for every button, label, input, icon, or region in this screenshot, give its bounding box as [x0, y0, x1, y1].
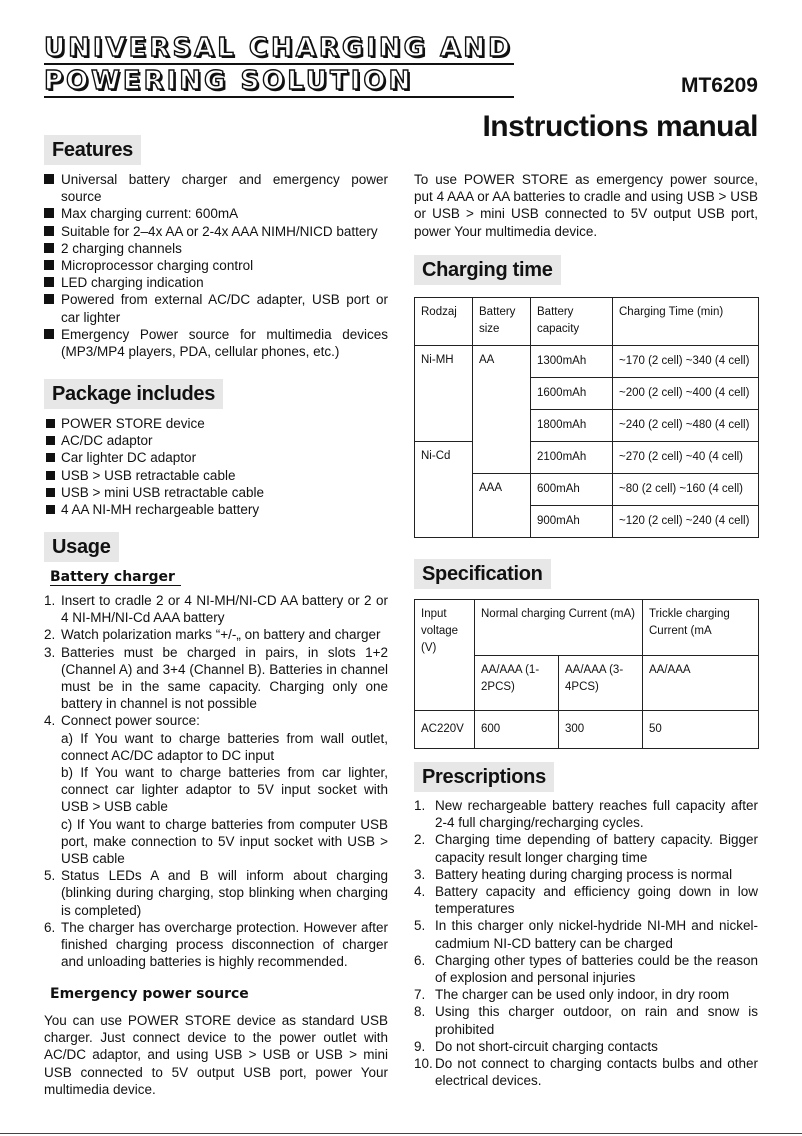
list-text: Watch polarization marks “+/-„ on battery and charger: [61, 627, 381, 643]
list-item: [414, 883, 758, 917]
list-item: Car lighter DC adaptor: [44, 449, 388, 466]
list-item: [414, 1038, 758, 1055]
current-cell: 50: [643, 711, 759, 749]
table-header-cell: Battery capacity: [531, 298, 613, 346]
charging-time-heading: Charging time: [414, 255, 561, 285]
list-number: 3.: [44, 644, 56, 660]
list-number: 3.: [414, 866, 426, 882]
usage-heading: Usage: [44, 532, 119, 562]
list-item: USB > USB retractable cable: [44, 467, 388, 484]
list-item: Microprocessor charging control: [44, 257, 388, 274]
list-item: [414, 797, 758, 831]
list-item: [44, 592, 388, 626]
capacity-cell: 2100mAh: [531, 442, 613, 474]
emergency-intro-text: To use POWER STORE as emergency power source, put 4 AAA or AA batteries to cradle and using USB > USB or USB > mini USB connected to 5V output USB port, power Your multimedia device.: [414, 172, 758, 239]
list-item: Max charging current: 600mA: [44, 205, 388, 222]
prescriptions-list: [414, 797, 758, 1089]
list-item: Powered from external AC/DC adapter, USB port or car lighter: [44, 291, 388, 325]
battery-size-cell: AA: [473, 346, 531, 474]
list-item: 2 charging channels: [44, 240, 388, 257]
battery-type-cell: Ni-MH: [415, 346, 473, 442]
list-text: The charger can be used only indoor, in dry room: [435, 987, 730, 1003]
battery-size-cell: AAA: [473, 474, 531, 538]
specification-heading: Specification: [414, 559, 551, 589]
input-voltage-header: Input voltage (V): [415, 600, 475, 711]
charging-time-table: [414, 297, 759, 538]
list-item: LED charging indication: [44, 274, 388, 291]
capacity-cell: 1800mAh: [531, 410, 613, 442]
list-item: USB > mini USB retractable cable: [44, 484, 388, 501]
emergency-power-text: You can use POWER STORE device as standard USB charger. Just connect device to the power outlet with AC/DC adaptor, and using USB > USB or USB > mini USB connected to 5V output USB port, power Your multimedia device.: [44, 1013, 388, 1097]
list-item: Emergency Power source for multimedia devices (MP3/MP4 players, PDA, cellular phones, etc.): [44, 326, 388, 360]
list-text: Using this charger outdoor, on rain and snow is prohibited: [435, 1004, 758, 1037]
time-cell: ~200 (2 cell) ~400 (4 cell): [613, 378, 759, 410]
list-text: The charger has overcharge protection. However after finished charging process disconnection of charger and unloading batteries is highly recommended.: [61, 919, 388, 970]
document-title-line-2: POWERING SOLUTION: [44, 66, 414, 96]
list-text: Connect power source:: [61, 713, 200, 729]
usage-steps: [44, 592, 388, 970]
time-cell: ~240 (2 cell) ~480 (4 cell): [613, 410, 759, 442]
list-item: [414, 917, 758, 951]
list-item: Suitable for 2–4x AA or 2-4x AAA NIMH/NICD battery: [44, 223, 388, 240]
page-bottom-rule: [0, 1133, 802, 1134]
table-header-cell: Charging Time (min): [613, 298, 759, 346]
capacity-cell: 1600mAh: [531, 378, 613, 410]
list-item: POWER STORE device: [44, 415, 388, 432]
sub-step: b) If You want to charge batteries from car lighter, connect car lighter adaptor to 5V input socket with USB > USB cable: [61, 765, 388, 815]
list-number: 4.: [44, 713, 56, 729]
specification-table: [414, 599, 759, 749]
list-text: Insert to cradle 2 or 4 NI-MH/NI-CD AA battery or 2 or 4 NI-MH/NI-Cd AAA battery: [61, 593, 388, 626]
list-number: 1.: [414, 798, 426, 813]
list-text: Status LEDs A and B will inform about charging (blinking during charging, stop blinking when charging is completed): [61, 868, 388, 918]
time-cell: ~120 (2 cell) ~240 (4 cell): [613, 506, 759, 538]
list-item: Universal battery charger and emergency power source: [44, 171, 388, 205]
manual-title: Instructions manual: [482, 110, 758, 143]
list-text: Charging other types of batteries could be the reason of explosion and personal injuries: [435, 952, 758, 986]
title-underline-2: [44, 96, 514, 98]
list-item: [44, 919, 388, 971]
list-item: [414, 831, 758, 865]
time-cell: ~270 (2 cell) ~40 (4 cell): [613, 442, 759, 474]
list-number: 4.: [414, 884, 426, 900]
list-number: 8.: [414, 1004, 426, 1020]
list-item: AC/DC adaptor: [44, 432, 388, 449]
current-cell: 600: [475, 711, 559, 749]
list-item: [414, 1003, 758, 1037]
list-text: Battery capacity and efficiency going down in low temperatures: [435, 884, 758, 917]
prescriptions-heading: Prescriptions: [414, 762, 554, 792]
list-item: [414, 866, 758, 883]
list-item: [44, 867, 388, 919]
sub-step: a) If You want to charge batteries from wall outlet, connect AC/DC adaptor to DC input: [61, 730, 388, 763]
emergency-power-heading: Emergency power source: [50, 986, 249, 1002]
list-item: [414, 1055, 758, 1089]
capacity-cell: 600mAh: [531, 474, 613, 506]
list-text: Charging time depending of battery capacity. Bigger capacity result longer charging time: [435, 832, 758, 865]
model-number: MT6209: [680, 74, 758, 97]
list-text: In this charger only nickel-hydride NI-MH and nickel-cadmium NI-CD battery can be charged: [435, 918, 758, 951]
package-list: [44, 415, 388, 518]
list-text: Do not connect to charging contacts bulbs and other electrical devices.: [435, 1056, 758, 1089]
list-item: 4 AA NI-MH rechargeable battery: [44, 501, 388, 518]
list-number: 6.: [44, 919, 56, 935]
list-item: [44, 626, 388, 643]
trickle-charging-header: Trickle charging Current (mA: [643, 600, 759, 656]
list-number: 2.: [414, 832, 426, 848]
battery-type-cell: Ni-Cd: [415, 442, 473, 538]
list-text: Batteries must be charged in pairs, in slots 1+2 (Channel A) and 3+4 (Channel B). Batteries in channel must be in the same capacity. Charging only one battery in channel is not possible: [61, 644, 388, 712]
voltage-cell: AC220V: [415, 711, 475, 749]
list-number: 10.: [414, 1056, 433, 1072]
time-cell: ~170 (2 cell) ~340 (4 cell): [613, 346, 759, 378]
list-item: [44, 712, 388, 729]
spec-subheader-cell: AA/AAA (1-2PCS): [475, 656, 559, 711]
list-text: Do not short-circuit charging contacts: [435, 1038, 658, 1054]
time-cell: ~80 (2 cell) ~160 (4 cell): [613, 474, 759, 506]
list-number: 6.: [414, 952, 426, 968]
current-cell: 300: [559, 711, 643, 749]
package-includes-heading: Package includes: [44, 379, 223, 409]
document-title-line-1: UNIVERSAL CHARGING AND: [44, 33, 513, 63]
list-number: 5.: [414, 918, 426, 934]
list-text: New rechargeable battery reaches full capacity after 2-4 full charging/recharging cycles.: [435, 798, 758, 831]
list-text: Battery heating during charging process is normal: [435, 866, 733, 882]
capacity-cell: 900mAh: [531, 506, 613, 538]
list-number: 9.: [414, 1038, 426, 1054]
features-heading: Features: [44, 135, 141, 165]
list-item: [44, 644, 388, 713]
title-underline-1: [44, 63, 514, 65]
battery-charger-heading: Battery charger: [50, 569, 181, 586]
table-header-cell: Rodzaj: [415, 298, 473, 346]
features-list: [44, 171, 388, 360]
sub-step: c) If You want to charge batteries from computer USB port, make connection to 5V input socket with USB > USB cable: [61, 816, 388, 867]
spec-subheader-cell: AA/AAA: [643, 656, 759, 711]
list-item: [414, 986, 758, 1003]
list-number: 5.: [44, 868, 56, 884]
table-header-cell: Battery size: [473, 298, 531, 346]
list-number: 7.: [414, 987, 426, 1003]
list-number: 1.: [44, 593, 56, 608]
list-item: [414, 952, 758, 986]
spec-subheader-cell: AA/AAA (3-4PCS): [559, 656, 643, 711]
normal-charging-header: Normal charging Current (mA): [475, 600, 643, 656]
capacity-cell: 1300mAh: [531, 346, 613, 378]
list-number: 2.: [44, 627, 56, 643]
